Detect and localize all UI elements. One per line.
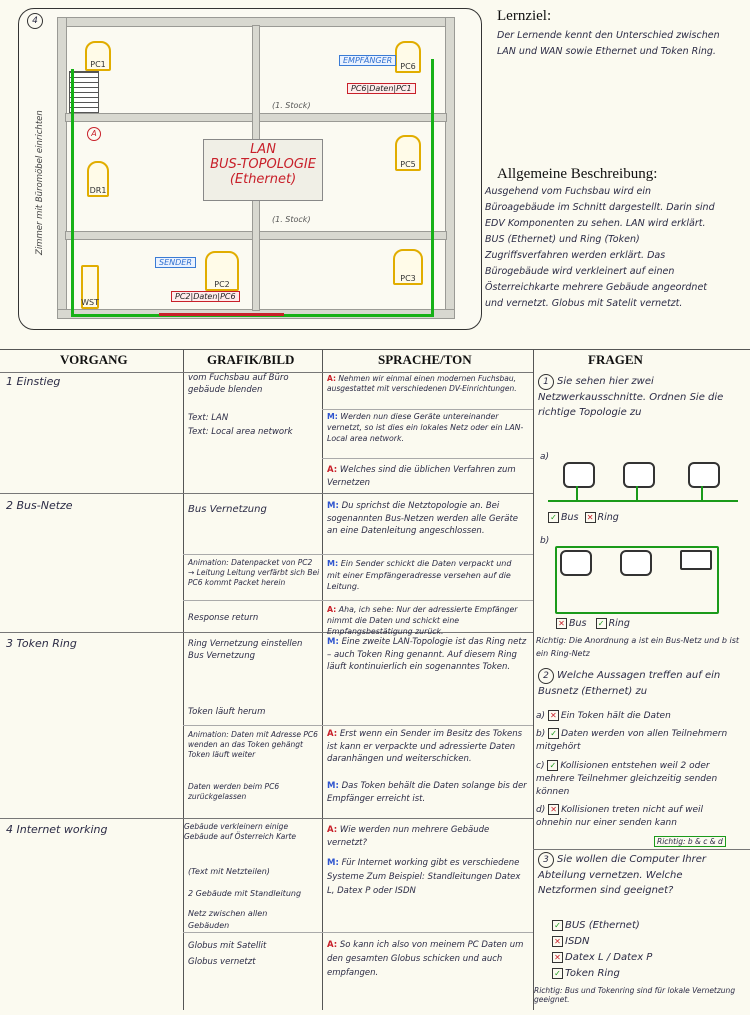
- sub-rule-3: [183, 725, 533, 726]
- step-internetworking: 4 Internet working: [6, 823, 108, 836]
- frage-3-a: ✓ BUS (Ethernet): [552, 918, 652, 934]
- pc3-icon: PC3: [393, 249, 423, 285]
- ring-terminal-2: [620, 550, 652, 576]
- dr1-icon: DR1: [87, 161, 109, 197]
- receiver-label: EMPFÄNGER: [339, 55, 396, 66]
- col-divider-1: [183, 350, 184, 1010]
- grafik-text-lan-full: Text: Local area network: [188, 427, 293, 437]
- grafik-ring: Ring Vernetzung einstellen Bus Vernetzung: [188, 639, 303, 661]
- grafik-text-lan: Text: LAN: [188, 413, 229, 423]
- grafik-standleitung: 2 Gebäude mit Standleitung: [188, 889, 302, 898]
- frage-2: 2 Welche Aussagen treffen auf ein Busnetz (Ethernet) zu: [538, 670, 721, 697]
- frage-2-d: d) ✕ Kollisionen treten nicht auf weil ohnehin nur einer senden kann: [536, 805, 703, 828]
- grafik-daten-pc6: Daten werden beim PC6 zurückgelassen: [188, 782, 280, 801]
- sprache-7: M: Eine zweite LAN-Topologie ist das Ring netz – auch Token Ring genannt. Auf diesem Ring läuft kontinuierlich ein sogenanntes Token.: [327, 637, 527, 672]
- col-divider-3: [533, 350, 534, 1010]
- sprache-3: A: Welches sind die üblichen Verfahren zum Vernetzen: [327, 465, 516, 488]
- frage-2-c: c) ✓ Kollisionen entstehen weil 2 oder mehrere Teilnehmer gleichzeitig senden können: [536, 761, 718, 797]
- col-sprache-header: SPRACHE/TON: [378, 352, 472, 367]
- ring-printer: [680, 550, 712, 570]
- bus-terminal-2: [623, 462, 655, 488]
- bus-line: [548, 500, 738, 502]
- frage-1b-answers: ✕ Bus ✓ Ring: [556, 618, 630, 629]
- floor-label-2: (1. Stock): [272, 215, 311, 224]
- col-vorgang-header: VORGANG: [60, 352, 128, 367]
- lernziel-heading: Lernziel:: [497, 8, 552, 24]
- grafik-token: Token läuft herum: [188, 707, 266, 717]
- step-einstieg: 1 Einstieg: [6, 375, 61, 388]
- frage-3-c: ✕ Datex L / Datex P: [552, 950, 652, 966]
- pc5-icon: PC5: [395, 135, 421, 171]
- beschreibung-text: Ausgehend vom Fuchsbau wird ein Büroagebäude im Schnitt dargestellt. Darin sind EDV Komponenten zu sehen. LAN wird erklärt. BUS (Ethernet) und Ring (Token) Zugriffsverfahren werden erklärt. Das Bürogebäude wird verkleinert auf einen Österreichkarte mehrere Gebäude angeordnet und vernetzt. Globus mit Satelit vernetzt.: [485, 186, 715, 309]
- floor-plan: [18, 8, 482, 330]
- sprache-1: A: Nehmen wir einmal einen modernen Fuchsbau, ausgestattet mit verschiedenen DV-Einrichtungen.: [327, 374, 517, 393]
- wall-right: [445, 17, 455, 319]
- sender-label: SENDER: [155, 257, 196, 268]
- col-grafik-header: GRAFIK/BILD: [207, 352, 295, 367]
- frage-1-solution: Richtig: Die Anordnung a ist ein Bus-Netz und b ist ein Ring-Netz: [536, 636, 739, 658]
- pc2-icon: PC2: [205, 251, 239, 291]
- packet-bottom-label: PC2|Daten|PC6: [171, 291, 240, 302]
- sub-rule-2: [183, 600, 533, 601]
- sub-rule-1: [183, 554, 533, 555]
- grafik-globus-vernetzt: Globus vernetzt: [188, 957, 256, 967]
- sub-rule-5: [322, 458, 533, 459]
- bus-drop-3: [701, 486, 703, 500]
- col-divider-2: [322, 350, 323, 1010]
- bus-diagram: [548, 462, 738, 512]
- bus-cable-left: [71, 69, 74, 317]
- sprache-4: M: Du sprichst die Netztopologie an. Bei sogenannten Bus-Netzen werden alle Geräte an eine Datenleitung angeschlossen.: [327, 501, 519, 536]
- frage-1-b-label: b): [540, 536, 550, 546]
- row-rule-1: [0, 493, 533, 494]
- grafik-animation-bus: Animation: Datenpacket von PC2 → Leitung Leitung verfärbt sich Bei PC6 kommt Packet herein: [188, 558, 320, 587]
- bus-drop-1: [576, 486, 578, 500]
- row-rule-3: [0, 818, 533, 819]
- step-bus-netze: 2 Bus-Netze: [6, 499, 73, 512]
- frage-3-options: [552, 918, 652, 982]
- frage-3-b: ✕ ISDN: [552, 934, 652, 950]
- grafik-text-netzteile: (Text mit Netzteilen): [188, 867, 270, 876]
- grafik-globus: Globus mit Satellit: [188, 941, 267, 951]
- grafik-bus: Bus Vernetzung: [188, 504, 267, 515]
- lernziel-text: Der Lernende kennt den Unterschied zwischen LAN und WAN sowie Ethernet und Token Ring.: [497, 30, 720, 57]
- frage-1a-answers: ✓ Bus ✕ Ring: [548, 512, 619, 523]
- pc1-icon: PC1: [85, 41, 111, 71]
- bus-cable-right: [431, 59, 434, 317]
- frage-1: 1 Sie sehen hier zwei Netzwerkausschnitte. Ordnen Sie die richtige Topologie zu: [538, 376, 724, 418]
- sprache-9: M: Das Token behält die Daten solange bis der Empfänger erreicht ist.: [327, 781, 527, 804]
- sprache-5: M: Ein Sender schickt die Daten verpackt und mit einer Empfängeradresse versehen auf die Leitung.: [327, 559, 512, 591]
- frage-1-a-label: a): [540, 452, 550, 462]
- grafik-netz: Netz zwischen allen Gebäuden: [188, 909, 268, 930]
- bus-drop-2: [636, 486, 638, 500]
- sprache-6: A: Aha, ich sehe: Nur der adressierte Empfänger nimmt die Daten und schickt eine Empfangsbestätigung zurück.: [327, 605, 518, 636]
- grafik-response: Response return: [188, 613, 259, 623]
- packet-path: [159, 313, 284, 316]
- wall-left: [57, 17, 67, 319]
- grafik-fuchsbau: vom Fuchsbau auf Büro gebäude blenden: [188, 373, 289, 395]
- sprache-11: M: Für Internet working gibt es verschiedene Systeme Zum Beispiel: Standleitungen Datex L, Datex P oder ISDN: [327, 858, 521, 896]
- lan-topology-label: LAN BUS-TOPOLOGIE (Ethernet): [203, 139, 323, 201]
- marker-a-icon: A: [87, 127, 101, 141]
- frage-2-b: b) ✓ Daten werden von allen Teilnehmern mitgehört: [536, 729, 728, 752]
- floor-label-1: (1. Stock): [272, 101, 311, 110]
- grafik-animation-ring: Animation: Daten mit Adresse PC6 wenden an das Token gehängt Token läuft weiter: [188, 730, 318, 759]
- col-fragen-header: FRAGEN: [588, 352, 643, 367]
- bus-terminal-1: [563, 462, 595, 488]
- sprache-2: M: Werden nun diese Geräte untereinander vernetzt, so ist dies ein lokales Netz oder ein LAN-Local area network.: [327, 412, 524, 443]
- server-icon: WST: [81, 265, 99, 309]
- ring-diagram: [550, 546, 730, 616]
- page-number: 4: [27, 13, 43, 29]
- side-note: Zimmer mit Büromöbel einrichten: [35, 110, 45, 255]
- sprache-12: A: So kann ich also von meinem PC Daten um den gesamten Globus schicken und auch empfangen.: [327, 940, 524, 978]
- frage-3: 3 Sie wollen die Computer Ihrer Abteilung vernetzen. Welche Netzformen sind geeignet?: [538, 854, 706, 896]
- packet-right-label: PC6|Daten|PC1: [347, 83, 416, 94]
- frage-2-a: a) ✕ Ein Token hält die Daten: [536, 711, 671, 721]
- table-top-rule: [0, 349, 750, 350]
- sub-rule-4: [183, 932, 533, 933]
- ring-terminal-1: [560, 550, 592, 576]
- frage-3-solution: Richtig: Bus und Tokenring sind für lokale Vernetzung geeignet.: [534, 986, 736, 1004]
- beschreibung-heading: Allgemeine Beschreibung:: [497, 166, 658, 182]
- fragen-rule: [533, 849, 750, 850]
- sub-rule-6: [322, 409, 533, 410]
- pc6-icon: PC6: [395, 41, 421, 73]
- grafik-gebaeude: Gebäude verkleinern einige Gebäude auf Österreich Karte: [184, 822, 297, 841]
- sprache-10: A: Wie werden nun mehrere Gebäude vernetzt?: [327, 825, 490, 848]
- bus-terminal-3: [688, 462, 720, 488]
- frage-2-solution: Richtig: b & c & d: [654, 836, 726, 847]
- sprache-8: A: Erst wenn ein Sender im Besitz des Tokens ist kann er verpackte und adressierte Daten daranhängen und weiterschicken.: [327, 729, 523, 764]
- step-token-ring: 3 Token Ring: [6, 637, 77, 650]
- frage-3-d: ✓ Token Ring: [552, 966, 652, 982]
